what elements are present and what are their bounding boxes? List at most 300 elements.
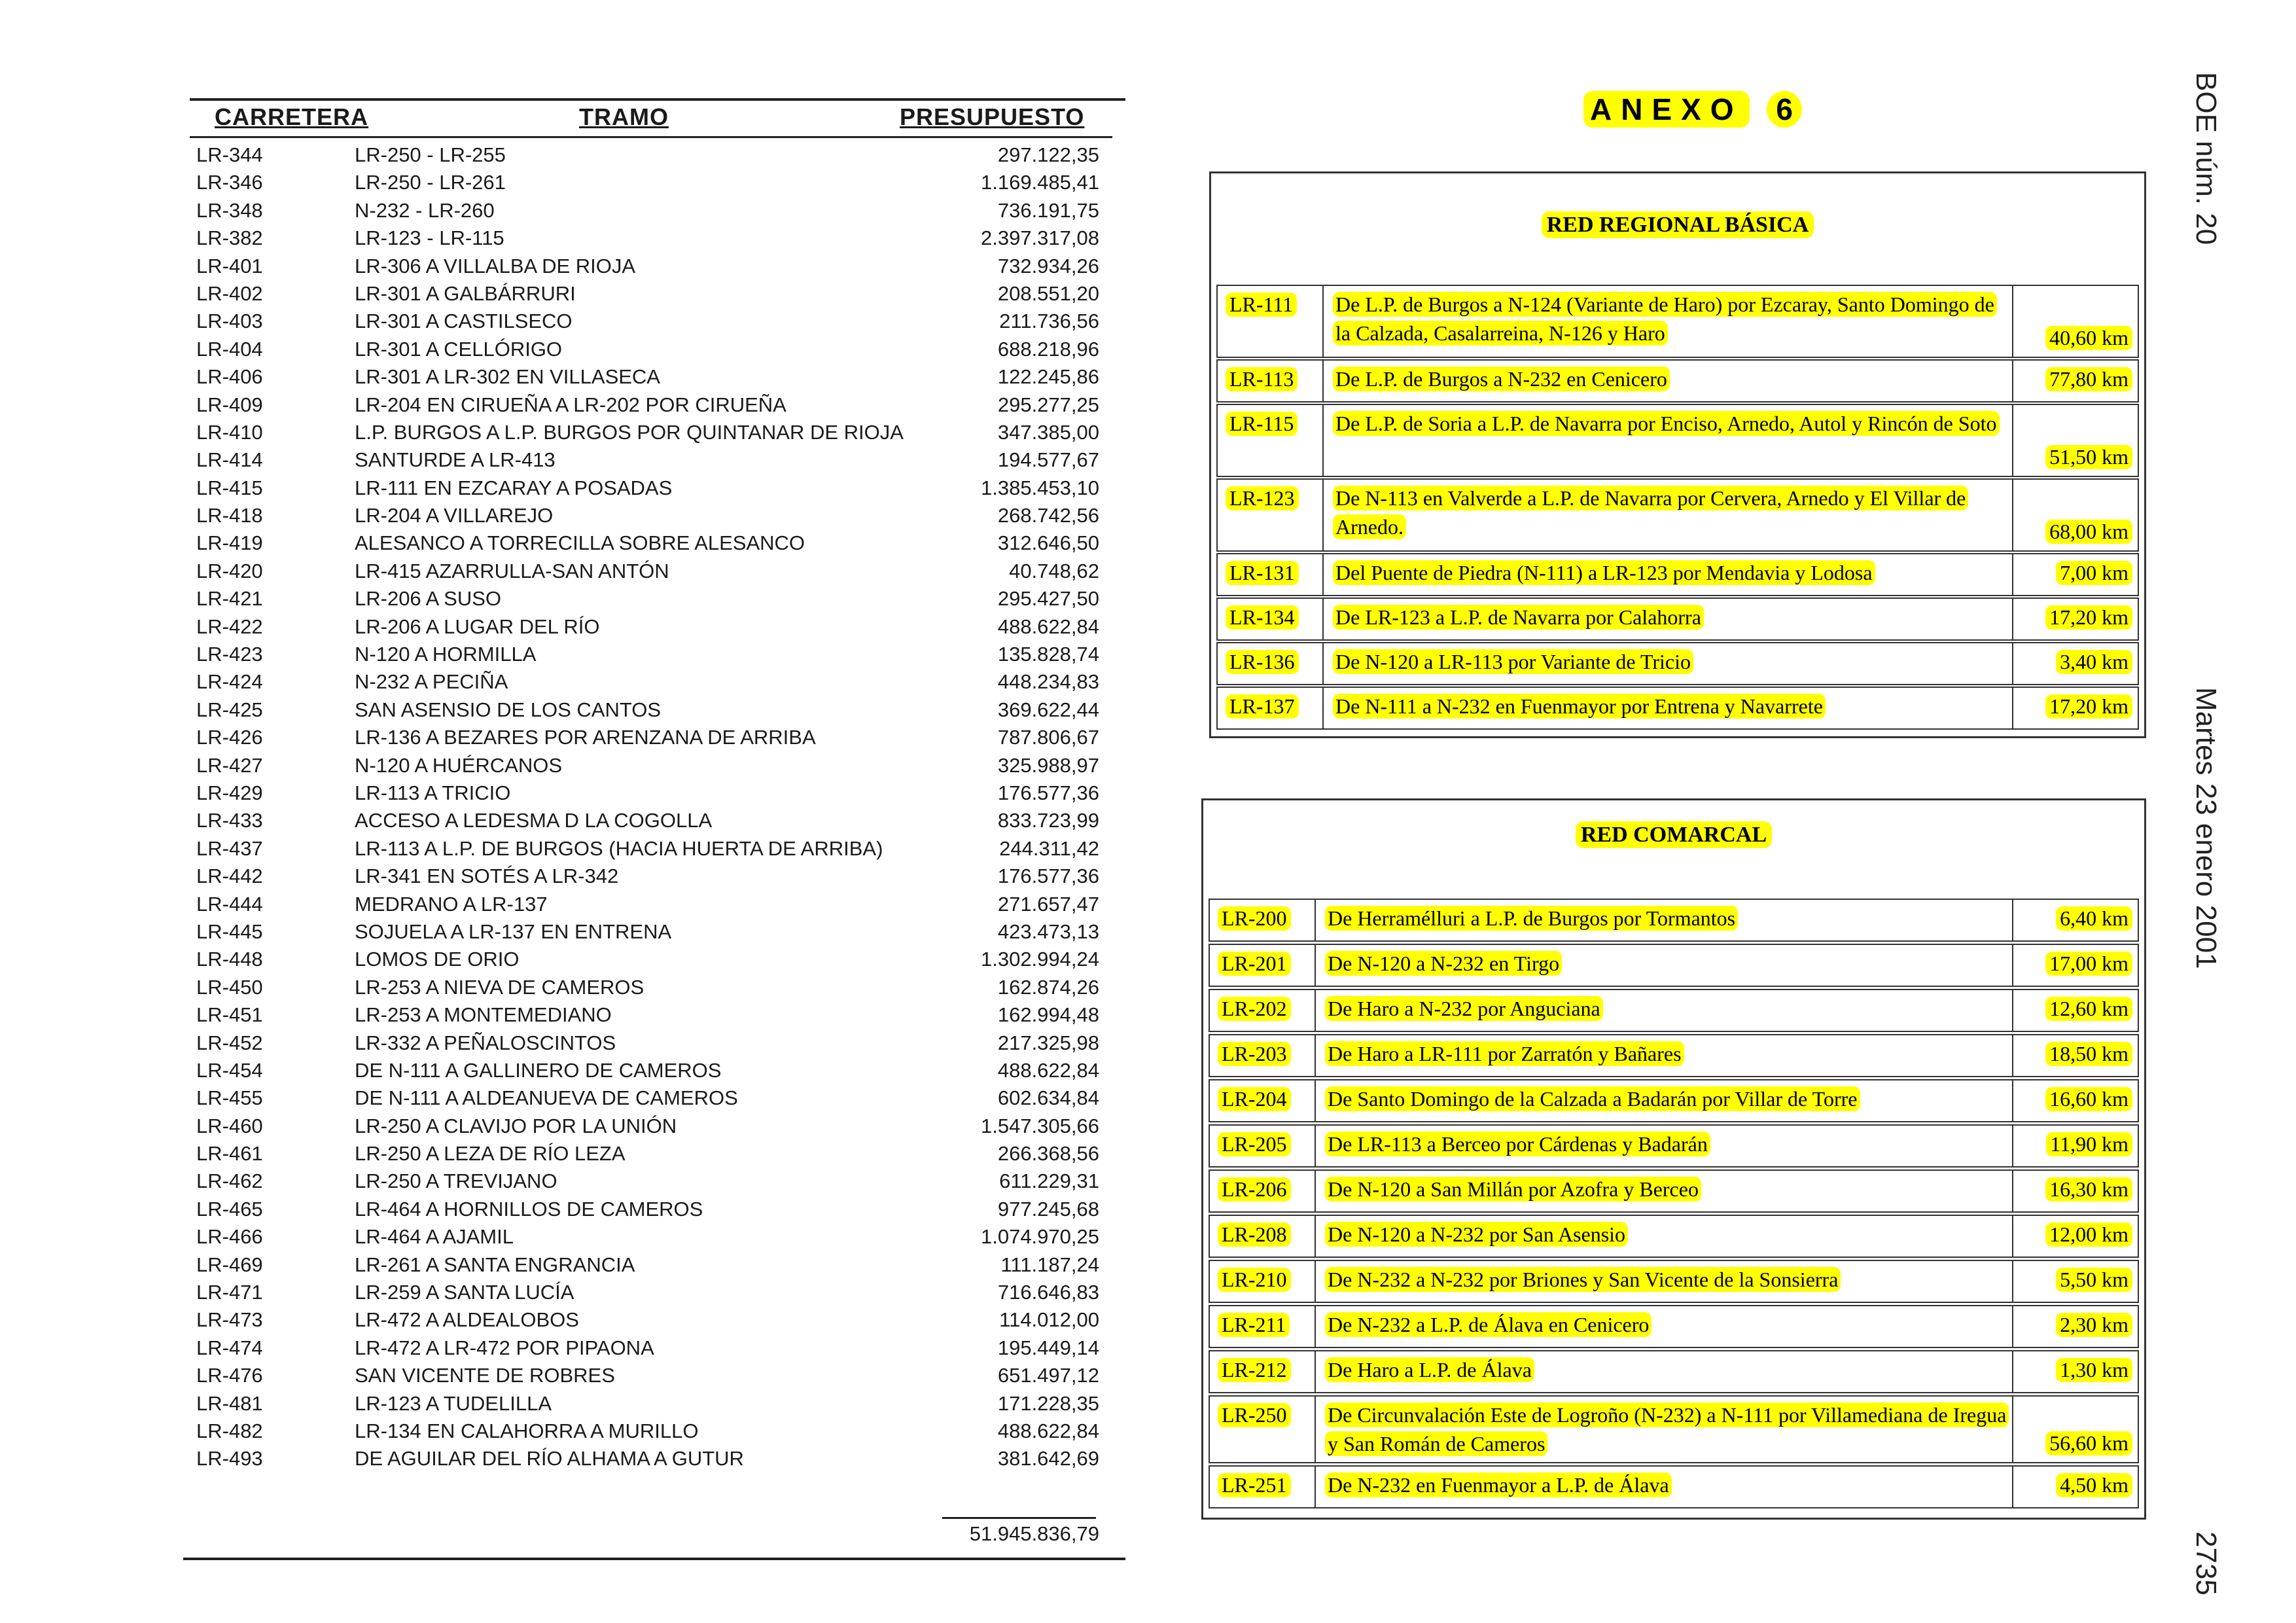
- road-description: De Santo Domingo de la Calzada a Badarán por Villar de Torre: [1325, 1086, 1860, 1111]
- road-length-cell: [2016, 900, 2138, 940]
- road-section: LR-306 A VILLALBA DE RIOJA: [355, 254, 636, 277]
- road-code: LR-204: [1218, 1087, 1291, 1111]
- budget-amount: 268.742,56: [997, 504, 1099, 527]
- road-code-cell: [1218, 480, 1324, 550]
- road-section: SAN VICENTE DE ROBRES: [355, 1364, 615, 1387]
- road-section: LR-123 A TUDELILLA: [355, 1391, 552, 1415]
- road-code: LR-473: [196, 1308, 263, 1332]
- table-row: [1216, 404, 2139, 477]
- road-code: LR-348: [196, 198, 263, 222]
- table-row: [183, 419, 1125, 446]
- road-code: LR-425: [196, 698, 263, 721]
- budget-amount: 40.748,62: [1009, 559, 1099, 582]
- road-code: LR-426: [196, 726, 263, 749]
- road-length: 12,00 km: [2045, 1222, 2132, 1247]
- road-length-cell: [2016, 1261, 2138, 1302]
- table-row: [183, 169, 1125, 196]
- road-code-cell: [1210, 1216, 1316, 1257]
- table-row: [1209, 944, 2139, 987]
- road-description: De N-232 a N-232 por Briones y San Vicente de la Sonsierra: [1325, 1267, 1841, 1292]
- road-description: De N-120 a N-232 por San Asensio: [1325, 1222, 1628, 1247]
- road-description: De Haro a L.P. de Álava: [1325, 1357, 1534, 1382]
- road-section: LR-250 A CLAVIJO POR LA UNIÓN: [355, 1114, 677, 1137]
- road-code: LR-415: [196, 476, 263, 499]
- table-row: [1216, 285, 2139, 358]
- red-basica-title: RED REGIONAL BÁSICA: [1211, 213, 2144, 238]
- road-code: LR-409: [196, 393, 263, 416]
- road-length: 17,20 km: [2045, 605, 2132, 630]
- road-description: Del Puente de Piedra (N-111) a LR-123 por Mendavia y Lodosa: [1333, 560, 1875, 585]
- road-description: De Haro a N-232 por Anguciana: [1325, 996, 1603, 1021]
- header-presupuesto: PRESUPUESTO: [900, 103, 1085, 130]
- table-row: [183, 585, 1125, 613]
- table-row: [183, 974, 1125, 1001]
- table-row: [183, 835, 1125, 863]
- table-row: [183, 752, 1125, 779]
- table-row: [1209, 1169, 2139, 1213]
- table-row: [183, 946, 1125, 973]
- budget-amount: 602.634,84: [997, 1086, 1099, 1110]
- budget-amount: 297.122,35: [997, 143, 1099, 166]
- road-length-cell: [2016, 405, 2138, 476]
- road-length-cell: [2016, 1035, 2138, 1076]
- red-comarcal-title: RED COMARCAL: [1203, 823, 2144, 847]
- table-row: [1209, 1034, 2139, 1077]
- road-section: LR-250 - LR-255: [355, 143, 506, 166]
- road-length: 4,50 km: [2056, 1473, 2132, 1497]
- road-code: LR-250: [1218, 1403, 1291, 1427]
- road-code: LR-481: [196, 1391, 263, 1415]
- table-row: [1209, 1465, 2139, 1508]
- road-code: LR-433: [196, 809, 263, 832]
- table-row: [1209, 1215, 2139, 1258]
- road-length-cell: [2016, 643, 2138, 684]
- road-code: LR-208: [1218, 1222, 1291, 1247]
- table-row: [183, 613, 1125, 641]
- budget-amount: 312.646,50: [997, 531, 1099, 555]
- road-length-cell: [2016, 1216, 2138, 1257]
- road-section: ACCESO A LEDESMA D LA COGOLLA: [355, 809, 713, 832]
- road-description-cell: [1326, 480, 2013, 550]
- road-description-cell: [1326, 599, 2013, 639]
- budget-amount: 732.934,26: [997, 254, 1099, 277]
- table-row: [183, 253, 1125, 280]
- road-length: 51,50 km: [2045, 445, 2132, 469]
- table-row: [183, 1362, 1125, 1389]
- road-length: 17,20 km: [2045, 694, 2132, 719]
- table-row: [183, 391, 1125, 419]
- road-description-cell: [1318, 990, 2013, 1031]
- road-length-cell: [2016, 1306, 2138, 1347]
- table-row: [183, 1251, 1125, 1279]
- road-description: De N-120 a San Millán por Azofra y Berceo: [1325, 1177, 1701, 1202]
- budget-amount: 176.577,36: [997, 865, 1099, 888]
- road-section: LR-259 A SANTA LUCÍA: [355, 1281, 574, 1304]
- road-code: LR-123: [1226, 486, 1299, 510]
- road-code: LR-424: [196, 670, 263, 694]
- table-row: [183, 891, 1125, 918]
- road-section: N-232 - LR-260: [355, 198, 495, 222]
- table-row: [1216, 359, 2139, 402]
- road-code: LR-402: [196, 281, 263, 305]
- table-row: [183, 502, 1125, 529]
- road-section: LR-113 A TRICIO: [355, 781, 511, 804]
- road-description: De Haro a LR-111 por Zarratón y Bañares: [1325, 1041, 1684, 1066]
- road-code: LR-205: [1218, 1132, 1291, 1156]
- road-section: DE N-111 A GALLINERO DE CAMEROS: [355, 1058, 722, 1082]
- road-code: LR-437: [196, 836, 263, 860]
- budget-amount: 448.234,83: [997, 670, 1099, 694]
- road-section: LR-250 A TREVIJANO: [355, 1169, 557, 1193]
- road-code: LR-450: [196, 975, 263, 999]
- header-tramo: TRAMO: [579, 103, 669, 130]
- road-description-cell: [1318, 1397, 2013, 1462]
- table-row: [1216, 642, 2139, 685]
- budget-amount: 111.187,24: [1000, 1253, 1099, 1276]
- road-section: LR-204 EN CIRUEÑA A LR-202 POR CIRUEÑA: [355, 393, 786, 416]
- road-code: LR-136: [1226, 650, 1299, 674]
- road-code-cell: [1210, 1035, 1316, 1076]
- road-length: 12,60 km: [2045, 997, 2132, 1021]
- road-length-cell: [2016, 361, 2138, 401]
- road-section: LR-415 AZARRULLA-SAN ANTÓN: [355, 559, 669, 582]
- road-code-cell: [1210, 1171, 1316, 1211]
- road-section: LR-206 A LUGAR DEL RÍO: [355, 615, 600, 638]
- road-code: LR-451: [196, 1003, 263, 1027]
- road-code: LR-410: [196, 420, 263, 444]
- annex-title: [1583, 92, 1802, 127]
- road-description-cell: [1318, 900, 2013, 940]
- road-code-cell: [1210, 990, 1316, 1031]
- road-description: De N-120 a N-232 en Tirgo: [1325, 951, 1562, 976]
- table-row: [183, 1334, 1125, 1362]
- road-section: LR-111 EN EZCARAY A POSADAS: [355, 476, 673, 499]
- road-description-cell: [1318, 1306, 2013, 1347]
- table-row: [1209, 1260, 2139, 1303]
- road-length-cell: [2016, 1126, 2138, 1166]
- budget-amount: 162.874,26: [997, 975, 1099, 999]
- budget-amount: 1.074.970,25: [980, 1225, 1099, 1249]
- road-description-cell: [1318, 1216, 2013, 1257]
- table-row: [183, 1390, 1125, 1418]
- table-row: [1209, 1124, 2139, 1168]
- table-row: [1209, 899, 2139, 942]
- budget-amount: 787.806,67: [997, 726, 1099, 749]
- road-code-cell: [1210, 1306, 1316, 1347]
- road-code: LR-419: [196, 531, 263, 555]
- road-description: De N-232 a L.P. de Álava en Cenicero: [1325, 1312, 1651, 1337]
- table-row: [183, 1029, 1125, 1057]
- road-code: LR-201: [1218, 952, 1291, 976]
- road-code: LR-455: [196, 1086, 263, 1110]
- road-section: LR-301 A LR-302 EN VILLASECA: [355, 365, 660, 389]
- table-row: [1216, 553, 2139, 596]
- road-code: LR-420: [196, 559, 263, 582]
- table-row: [183, 1168, 1125, 1195]
- red-comarcal-table: [1201, 798, 2146, 1520]
- table-row: [183, 280, 1125, 308]
- road-description-cell: [1318, 1080, 2013, 1121]
- table-row: [183, 1279, 1125, 1306]
- road-code: LR-414: [196, 448, 263, 472]
- road-code-cell: [1210, 1080, 1316, 1121]
- road-section: LR-341 EN SOTÉS A LR-342: [355, 865, 619, 888]
- road-code: LR-115: [1226, 412, 1298, 436]
- road-section: DE N-111 A ALDEANUEVA DE CAMEROS: [355, 1086, 738, 1110]
- road-description-cell: [1318, 945, 2013, 986]
- road-code-cell: [1210, 1126, 1316, 1166]
- road-code: LR-137: [1226, 694, 1299, 719]
- budget-amount: 833.723,99: [997, 809, 1099, 832]
- budget-amount: 325.988,97: [997, 753, 1099, 777]
- budget-amount: 347.385,00: [997, 420, 1099, 444]
- road-length-cell: [2016, 1080, 2138, 1121]
- budget-amount: 195.449,14: [997, 1336, 1099, 1359]
- road-code: LR-406: [196, 365, 263, 389]
- road-code: LR-421: [196, 587, 263, 611]
- road-code-cell: [1210, 900, 1316, 940]
- road-length-cell: [2016, 554, 2138, 595]
- table-row: [1209, 989, 2139, 1032]
- road-code: LR-465: [196, 1197, 263, 1221]
- road-code-cell: [1218, 688, 1324, 728]
- budget-amount: 488.622,84: [997, 615, 1099, 638]
- road-section: DE AGUILAR DEL RÍO ALHAMA A GUTUR: [355, 1447, 744, 1471]
- road-code-cell: [1218, 599, 1324, 639]
- budget-amount: 611.229,31: [999, 1169, 1099, 1193]
- road-code: LR-423: [196, 643, 263, 666]
- road-code: LR-471: [196, 1281, 263, 1304]
- budget-amount: 176.577,36: [997, 781, 1099, 804]
- road-section: LR-134 EN CALAHORRA A MURILLO: [355, 1419, 699, 1442]
- road-description-cell: [1318, 1467, 2013, 1507]
- budget-amount: 651.497,12: [997, 1364, 1099, 1387]
- road-length-cell: [2016, 990, 2138, 1031]
- road-code: LR-448: [196, 948, 263, 971]
- road-section: ALESANCO A TORRECILLA SOBRE ALESANCO: [355, 531, 805, 555]
- road-description-cell: [1326, 554, 2013, 595]
- table-row: [183, 641, 1125, 668]
- road-code: LR-469: [196, 1253, 263, 1276]
- table-row: [183, 1418, 1125, 1445]
- budget-amount: 369.622,44: [997, 698, 1099, 721]
- road-code: LR-452: [196, 1031, 263, 1054]
- road-code: LR-482: [196, 1419, 263, 1442]
- road-code: LR-401: [196, 254, 263, 277]
- budget-rows: [183, 141, 1125, 1473]
- road-length-cell: [2016, 688, 2138, 728]
- road-section: LR-113 A L.P. DE BURGOS (HACIA HUERTA DE ARRIBA): [355, 836, 883, 860]
- road-description: De Herramélluri a L.P. de Burgos por Tormantos: [1325, 906, 1738, 931]
- budget-amount: 295.427,50: [997, 587, 1099, 611]
- budget-amount: 266.368,56: [997, 1142, 1099, 1166]
- road-description-cell: [1326, 405, 2013, 476]
- road-description-cell: [1318, 1171, 2013, 1211]
- road-section: LR-253 A MONTEMEDIANO: [355, 1003, 612, 1027]
- road-section: SANTURDE A LR-413: [355, 448, 556, 472]
- table-row: [183, 1113, 1125, 1140]
- road-section: LR-123 - LR-115: [355, 226, 504, 250]
- road-length: 18,50 km: [2045, 1042, 2132, 1066]
- road-code: LR-462: [196, 1169, 263, 1193]
- road-length: 56,60 km: [2045, 1431, 2132, 1455]
- road-description-cell: [1326, 361, 2013, 401]
- budget-amount: 171.228,35: [997, 1391, 1099, 1415]
- budget-amount: 736.191,75: [997, 198, 1099, 222]
- budget-amount: 208.551,20: [997, 281, 1099, 305]
- road-section: LR-253 A NIEVA DE CAMEROS: [355, 975, 645, 999]
- road-length: 77,80 km: [2045, 367, 2132, 391]
- header-rule: [190, 136, 1112, 138]
- table-row: [183, 724, 1125, 751]
- road-length: 1,30 km: [2056, 1358, 2132, 1382]
- budget-total: 51.945.836,79: [969, 1522, 1099, 1545]
- table-bottom-rule: [183, 1558, 1125, 1560]
- table-row: [1216, 478, 2139, 552]
- road-code-cell: [1210, 1397, 1316, 1462]
- table-row: [183, 446, 1125, 474]
- road-code: LR-460: [196, 1114, 263, 1137]
- budget-amount: 381.642,69: [997, 1447, 1099, 1471]
- budget-amount: 977.245,68: [997, 1197, 1099, 1221]
- table-row: [183, 1445, 1125, 1472]
- road-code: LR-427: [196, 753, 263, 777]
- road-length-cell: [2016, 599, 2138, 639]
- table-row: [183, 863, 1125, 890]
- road-description: De LR-123 a L.P. de Navarra por Calahorra: [1333, 605, 1704, 630]
- road-code: LR-454: [196, 1058, 263, 1082]
- table-row: [183, 308, 1125, 335]
- table-row: [1209, 1350, 2139, 1393]
- road-code: LR-210: [1218, 1268, 1291, 1292]
- table-row: [183, 1057, 1125, 1084]
- budget-amount: 271.657,47: [997, 892, 1099, 916]
- road-section: LR-332 A PEÑALOSCINTOS: [355, 1031, 616, 1054]
- table-row: [183, 529, 1125, 557]
- budget-amount: 114.012,00: [999, 1308, 1099, 1332]
- issue-date: Martes 23 enero 2001: [2190, 687, 2222, 969]
- table-row: [183, 779, 1125, 807]
- table-row: [183, 558, 1125, 585]
- road-code: LR-404: [196, 337, 263, 361]
- road-code: LR-418: [196, 504, 263, 527]
- table-row: [183, 1306, 1125, 1334]
- table-row: [183, 1001, 1125, 1029]
- road-code: LR-382: [196, 226, 263, 250]
- road-length: 17,00 km: [2045, 952, 2132, 976]
- table-row: [183, 474, 1125, 502]
- journal-label: BOE núm. 20: [2190, 72, 2222, 245]
- road-section: LR-204 A VILLAREJO: [355, 504, 554, 527]
- road-length: 68,00 km: [2045, 520, 2132, 544]
- table-row: [183, 1084, 1125, 1112]
- road-code: LR-206: [1218, 1177, 1291, 1202]
- table-row: [183, 1196, 1125, 1223]
- road-code-cell: [1218, 286, 1324, 357]
- road-description-cell: [1318, 1351, 2013, 1392]
- table-row: [1209, 1079, 2139, 1122]
- road-code: LR-476: [196, 1364, 263, 1387]
- road-code: LR-344: [196, 143, 263, 166]
- budget-amount: 1.169.485,41: [980, 171, 1099, 194]
- road-length: 16,30 km: [2045, 1177, 2132, 1202]
- road-description: De Circunvalación Este de Logroño (N-232) a N-111 por Villamediana de Iregua y San Román de Cameros: [1325, 1402, 2009, 1456]
- table-row: [183, 696, 1125, 724]
- road-length-cell: [2016, 1171, 2138, 1211]
- road-section: LR-301 A CELLÓRIGO: [355, 337, 563, 361]
- road-section: N-232 A PECIÑA: [355, 670, 508, 694]
- road-description-cell: [1318, 1035, 2013, 1076]
- road-length: 7,00 km: [2056, 561, 2132, 585]
- road-description: De L.P. de Burgos a N-232 en Cenicero: [1333, 366, 1670, 391]
- road-code: LR-113: [1226, 367, 1298, 391]
- annex-word: ANEXO: [1583, 91, 1750, 128]
- budget-amount: 1.302.994,24: [980, 948, 1099, 971]
- table-row: [183, 224, 1125, 252]
- road-section: LR-472 A ALDEALOBOS: [355, 1308, 579, 1332]
- road-code-cell: [1218, 405, 1324, 476]
- road-code: LR-346: [196, 171, 263, 194]
- budget-amount: 688.218,96: [997, 337, 1099, 361]
- road-code: LR-202: [1218, 997, 1291, 1021]
- road-description-cell: [1326, 688, 2013, 728]
- road-description-cell: [1326, 643, 2013, 684]
- road-code: LR-131: [1226, 561, 1299, 585]
- road-code-cell: [1210, 1351, 1316, 1392]
- road-code: LR-134: [1226, 605, 1299, 630]
- budget-amount: 244.311,42: [999, 836, 1099, 860]
- road-description: De N-232 en Fuenmayor a L.P. de Álava: [1325, 1472, 1672, 1497]
- road-description: De N-111 a N-232 en Fuenmayor por Entrena y Navarrete: [1333, 694, 1826, 719]
- road-description: De L.P. de Soria a L.P. de Navarra por Enciso, Arnedo, Autol y Rincón de Soto: [1333, 411, 2000, 436]
- road-code-cell: [1210, 1467, 1316, 1507]
- road-description: De N-120 a LR-113 por Variante de Tricio: [1333, 649, 1693, 674]
- road-length-cell: [2016, 1397, 2138, 1462]
- road-code: LR-200: [1218, 906, 1291, 931]
- road-description-cell: [1318, 1126, 2013, 1166]
- sum-rule: [942, 1517, 1096, 1519]
- table-row: [183, 336, 1125, 363]
- budget-amount: 488.622,84: [997, 1058, 1099, 1082]
- road-code: LR-203: [1218, 1042, 1291, 1066]
- budget-amount: 423.473,13: [997, 919, 1099, 943]
- road-code: LR-251: [1218, 1473, 1291, 1497]
- table-row: [1209, 1305, 2139, 1348]
- road-code: LR-493: [196, 1447, 263, 1471]
- header-carretera: CARRETERA: [215, 103, 369, 130]
- road-code: LR-111: [1226, 293, 1297, 317]
- budget-amount: 1.385.453,10: [980, 476, 1099, 499]
- table-row: [183, 1223, 1125, 1251]
- red-basica-table: [1209, 171, 2146, 738]
- road-section: LOMOS DE ORIO: [355, 948, 520, 971]
- road-code: LR-422: [196, 615, 263, 638]
- road-length: 3,40 km: [2056, 650, 2132, 674]
- road-length-cell: [2016, 1467, 2138, 1507]
- road-length: 11,90 km: [2046, 1132, 2132, 1156]
- road-length-cell: [2016, 286, 2138, 357]
- road-code-cell: [1210, 1261, 1316, 1302]
- road-section: LR-301 A CASTILSECO: [355, 310, 573, 333]
- road-section: N-120 A HUÉRCANOS: [355, 753, 562, 777]
- budget-amount: 217.325,98: [997, 1031, 1099, 1054]
- table-row: [1209, 1395, 2139, 1463]
- road-length: 5,50 km: [2056, 1268, 2132, 1292]
- road-code: LR-442: [196, 865, 263, 888]
- road-section: MEDRANO A LR-137: [355, 892, 548, 916]
- table-row: [183, 807, 1125, 834]
- road-section: L.P. BURGOS A L.P. BURGOS POR QUINTANAR DE RIOJA: [355, 420, 904, 444]
